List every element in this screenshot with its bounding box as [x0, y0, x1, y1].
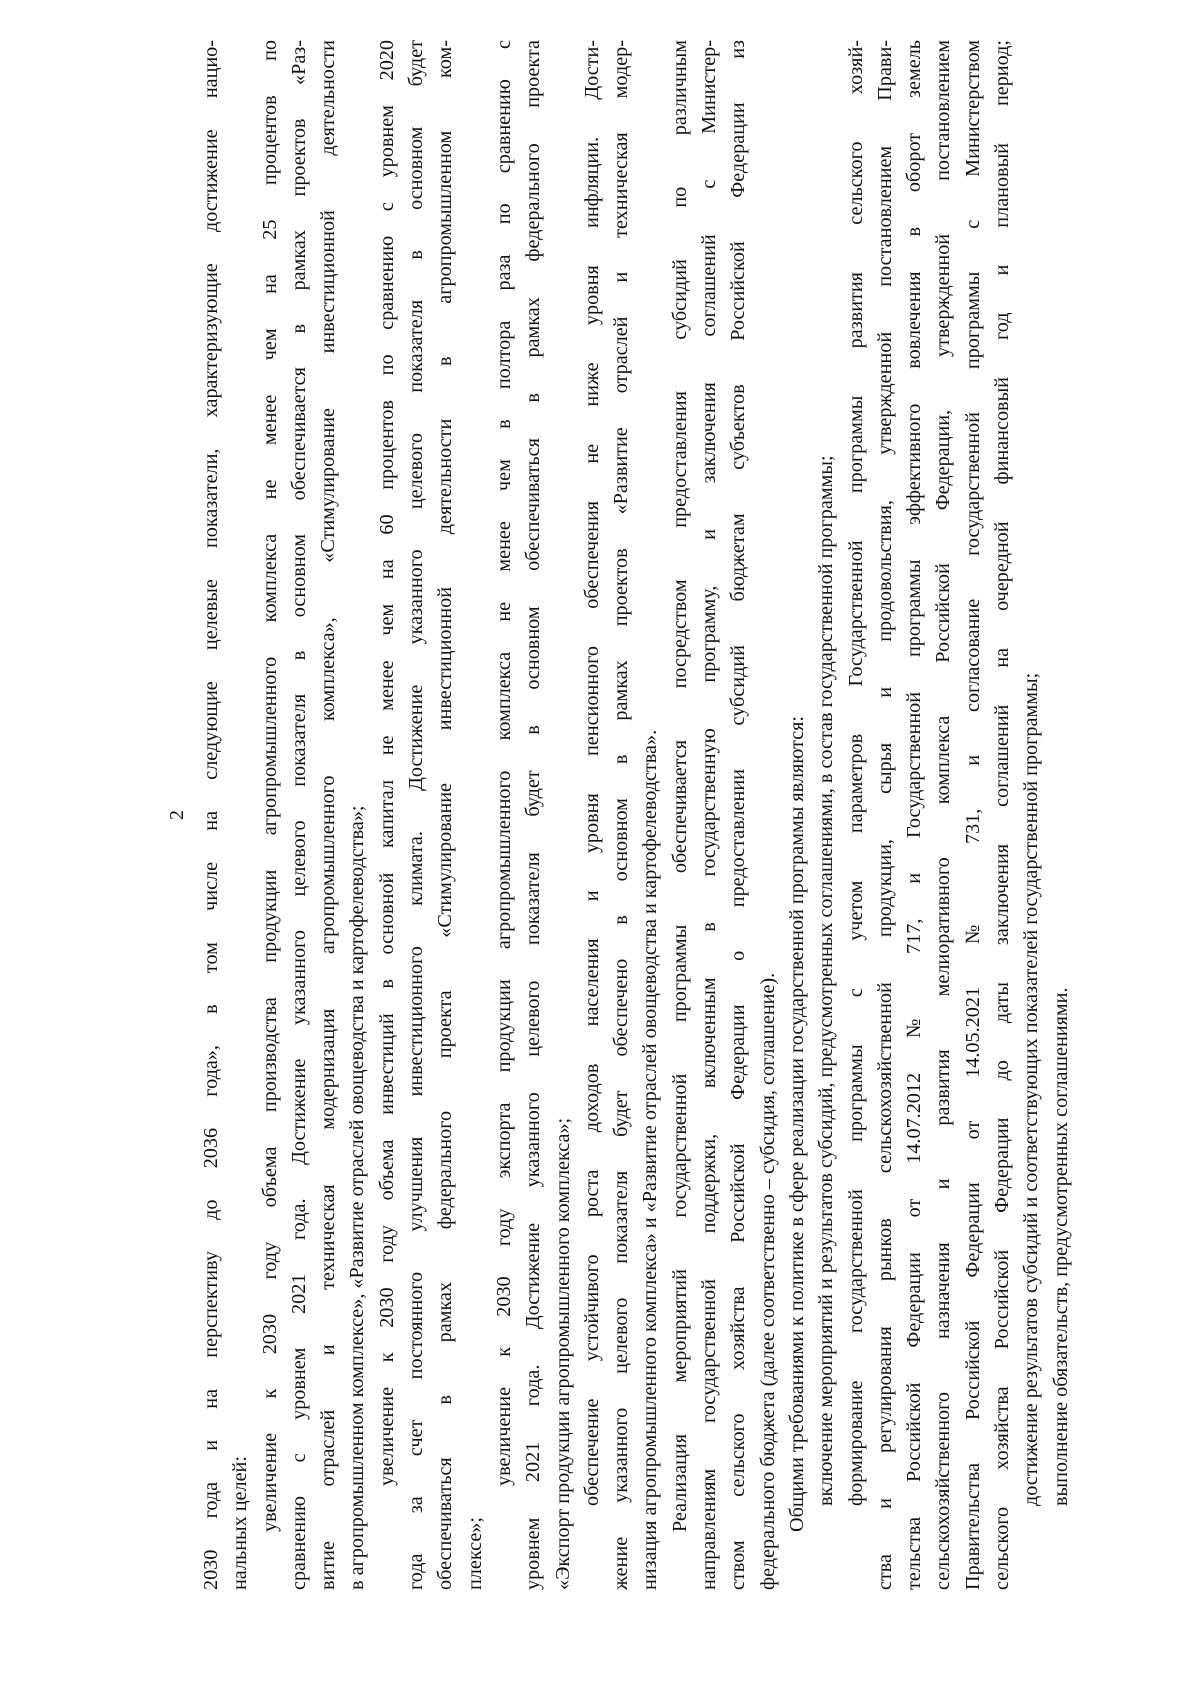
- text-line: ства и регулирования рынков сельскохозяйственной продукции, сырья и продовольствия, утвержденной постановлением Прави-: [873, 40, 896, 1590]
- text-line: выполнение обязательств, предусмотренных соглашениями.: [1049, 987, 1072, 1506]
- text-line: федерального бюджета (далее соответственно – субсидия, соглашение).: [756, 972, 779, 1590]
- page-number: 2: [166, 810, 188, 820]
- text-line: жение указанного целевого показателя будет обеспечено в основном в рамках проектов «Развитие отраслей и техническая модер-: [610, 40, 633, 1590]
- rotated-page-content: [163, 40, 1076, 1590]
- text-line: витие отраслей и техническая модернизация агропромышленного комплекса», «Стимулирование инвестиционной деятельности: [317, 40, 340, 1590]
- text-line: обеспечиваться в рамках федерального проекта «Стимулирование инвестиционной деятельности в агропромышленном ком-: [434, 40, 457, 1590]
- text-line: ством сельского хозяйства Российской Федерации о предоставлении субсидий бюджетам субъектов Российской Федерации из: [727, 40, 750, 1590]
- text-line: низация агропромышленного комплекса» и «Развитие отраслей овощеводства и картофелеводства».: [639, 729, 662, 1590]
- text-line: года за счет постоянного улучшения инвестиционного климата. Достижение указанного целевого показателя в основном будет: [405, 40, 428, 1590]
- text-line: сравнению с уровнем 2021 года. Достижение указанного целевого показателя в основном обеспечивается в рамках проектов «Раз-: [287, 40, 310, 1590]
- text-line: включение мероприятий и результатов субсидий, предусмотренных соглашениями, в состав государственной программы;: [815, 455, 838, 1506]
- text-line: сельского хозяйства Российской Федерации до даты заключения соглашений на очередной финансовый год и плановый период;: [991, 40, 1014, 1590]
- text-line: увеличение к 2030 году объема производства продукции агропромышленного комплекса не менее чем на 25 процентов по: [258, 40, 281, 1532]
- text-line: сельскохозяйственного назначения и развития мелиоративного комплекса Российской Федерации, утвержденной постановлением: [932, 40, 955, 1590]
- text-line: Общими требованиями к политике в сфере реализации государственной программы являются:: [785, 715, 808, 1532]
- text-line: 2030 года и на перспективу до 2036 года», в том числе на следующие целевые показатели, характеризующие достижение нацио-: [200, 40, 222, 1590]
- text-line: уровнем 2021 года. Достижение указанного целевого показателя будет в основном обеспечиваться в рамках федерального проекта: [522, 40, 545, 1590]
- text-line: «Экспорт продукции агропромышленного комплекса»;: [551, 1117, 574, 1590]
- text-line: обеспечение устойчивого роста доходов населения и уровня пенсионного обеспечения не ниже уровня инфляции. Дости-: [580, 40, 603, 1506]
- text-line: Реализация мероприятий государственной программы обеспечивается посредством предоставления субсидий по различным: [668, 40, 691, 1532]
- text-line: плексе»;: [463, 1516, 486, 1590]
- text-line: увеличение к 2030 году экспорта продукции агропромышленного комплекса не менее чем в полтора раза по сравнению с: [492, 40, 515, 1486]
- text-line: направлениям государственной поддержки, включенным в государственную программу, и заключения соглашений с Министер-: [698, 40, 721, 1590]
- text-line: формирование государственной программы с учетом параметров Государственной программы развития сельского хозяй-: [844, 40, 867, 1506]
- text-line: в агропромышленном комплексе», «Развитие отраслей овощеводства и картофелеводства»;: [346, 805, 369, 1590]
- text-line: нальных целей:: [229, 1456, 252, 1590]
- text-line: увеличение к 2030 году объема инвестиций в основной капитал не менее чем на 60 процентов по сравнению с уровнем 2020: [375, 40, 398, 1486]
- text-line: Правительства Российской Федерации от 14.05.2021 № 731, и согласование государственной программы с Министерством: [961, 40, 984, 1590]
- text-line: достижение результатов субсидий и соответствующих показателей государственной программы;: [1020, 672, 1043, 1506]
- text-line: тельства Российской Федерации от 14.07.2012 № 717, и Государственной программы эффективного вовлечения в оборот земель: [903, 40, 926, 1590]
